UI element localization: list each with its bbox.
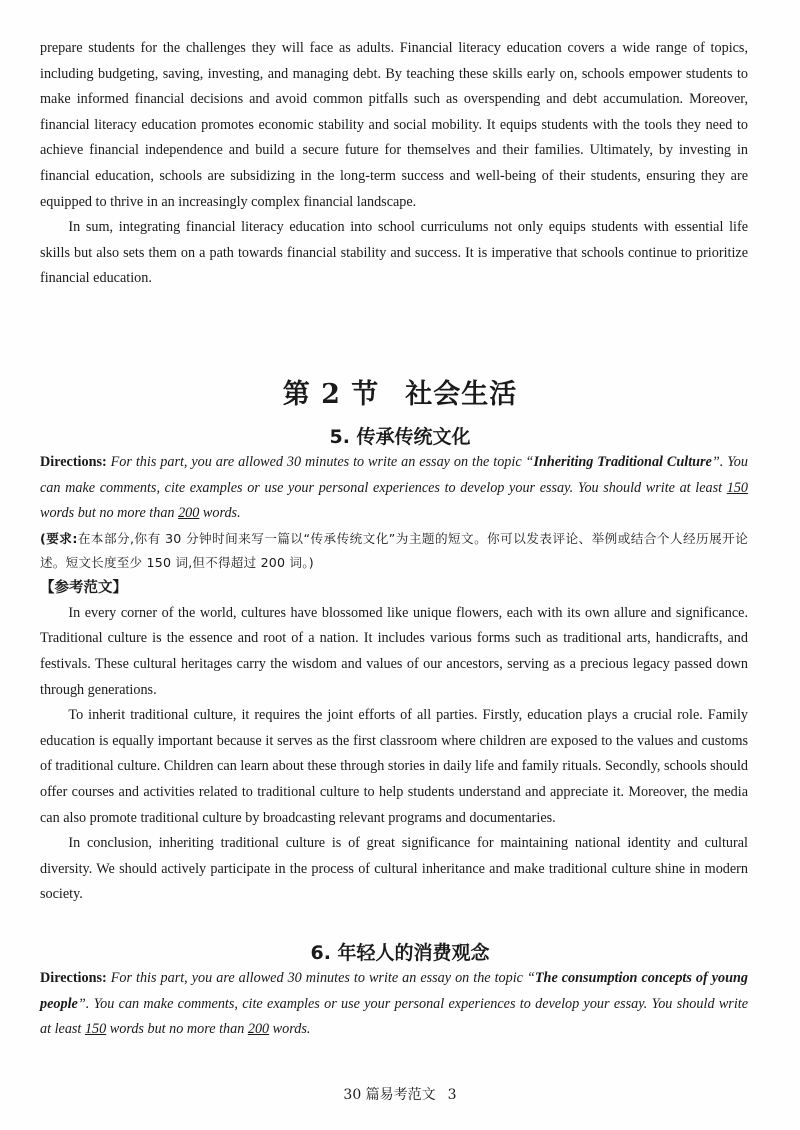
section-title bbox=[0, 372, 800, 411]
directions-label: Directions: bbox=[40, 454, 107, 470]
essay-paragraph: In every corner of the world, cultures have blossomed like unique flowers, each with its own allure and significance. Traditional culture is the essence and root of a nation. It includes various forms such as traditional arts, handicrafts, and festivals. These cultural heritages carry the wisdom and values of our ancestors, serving as a precious legacy passed down through generations. bbox=[40, 604, 748, 698]
directions-text: words. bbox=[199, 505, 241, 522]
topic-6-block bbox=[40, 966, 748, 1043]
requirement-text: 在本部分,你有 30 分钟时间来写一篇以“传承传统文化”为主题的短文。你可以发表评论、举例或结合个人经历展开论述。短文长度至少 150 词,但不得超过 200 词。) bbox=[40, 530, 749, 570]
section-name: 社会生活 bbox=[405, 379, 518, 410]
min-words: 150 bbox=[726, 479, 748, 496]
essay-paragraph: To inherit traditional culture, it requires the joint efforts of all parties. Firstly, education plays a crucial role. Family education is equally important because it serves as the first classroom where children are exposed to the values and customs of traditional culture. Children can learn about these through stories in daily life and family rituals. Secondly, schools should offer courses and activities related to traditional culture to help students understand and appreciate it. Moreover, the media can also promote traditional culture by broadcasting relevant programs and documentaries. bbox=[40, 707, 748, 826]
requirement-label: (要求: bbox=[40, 530, 78, 546]
directions-text: words but no more than bbox=[40, 505, 179, 522]
directions-label: Directions: bbox=[40, 970, 107, 986]
essay-paragraph: In sum, integrating financial literacy education into school curriculums not only equips students with essential life skills but also sets them on a path towards financial stability and success. It is imperative that schools continue to prioritize financial education. bbox=[40, 219, 748, 287]
directions-text: ”. You can make comments, cite examples or use your personal experiences to develop your essay. You should write at least bbox=[40, 454, 748, 496]
section-number: 第 2 节 bbox=[282, 379, 380, 410]
footer-title: 30 篇易考范文 bbox=[343, 1087, 436, 1103]
chinese-requirement bbox=[40, 527, 748, 575]
topic-5-directions bbox=[40, 450, 748, 527]
topic-6-directions bbox=[40, 966, 748, 1043]
essay-paragraph: In conclusion, inheriting traditional culture is of great significance for maintaining national identity and cultural diversity. We should actively participate in the process of cultural inheritance and make traditional culture shine in modern society. bbox=[40, 835, 748, 903]
directions-text: For this part, you are allowed 30 minutes to write an essay on the topic “ bbox=[106, 454, 534, 470]
previous-essay-ending bbox=[40, 36, 748, 292]
directions-text: For this part, you are allowed 30 minutes to write an essay on the topic “ bbox=[106, 970, 535, 986]
directions-text: ”. You can make comments, cite examples or use your personal experiences to develop your essay. You should write at least bbox=[40, 995, 748, 1038]
page-number: 3 bbox=[447, 1087, 457, 1103]
essay-paragraph: prepare students for the challenges they will face as adults. Financial literacy education covers a wide range of topics, including budgeting, saving, investing, and managing debt. By teaching these skills early on, schools empower students to make informed financial decisions and avoid common pitfalls such as overspending and debt accumulation. Moreover, financial literacy education promotes economic stability and social mobility. It equips students with the tools they need to achieve financial independence and build a secure future for themselves and their families. Ultimately, by investing in financial education, schools are subsidizing in the long-term success and well-being of their students, ensuring they are equipped to thrive in an increasingly complex financial landscape. bbox=[40, 40, 748, 210]
max-words: 200 bbox=[247, 1021, 270, 1038]
directions-text: words. bbox=[269, 1021, 311, 1038]
reference-essay-label: 【参考范文】 bbox=[40, 579, 127, 596]
topic-5-block bbox=[40, 450, 748, 908]
min-words: 150 bbox=[84, 1021, 107, 1038]
topic-5-title: 5. 传承传统文化 bbox=[329, 426, 471, 448]
directions-text: words but no more than bbox=[106, 1021, 248, 1038]
max-words: 200 bbox=[178, 505, 200, 522]
topic-6-title: 6. 年轻人的消费观念 bbox=[310, 942, 490, 964]
page-footer bbox=[0, 1084, 800, 1104]
essay-topic: Inheriting Traditional Culture bbox=[533, 454, 712, 470]
essay-topic: The consumption concepts of young people bbox=[40, 970, 748, 1012]
